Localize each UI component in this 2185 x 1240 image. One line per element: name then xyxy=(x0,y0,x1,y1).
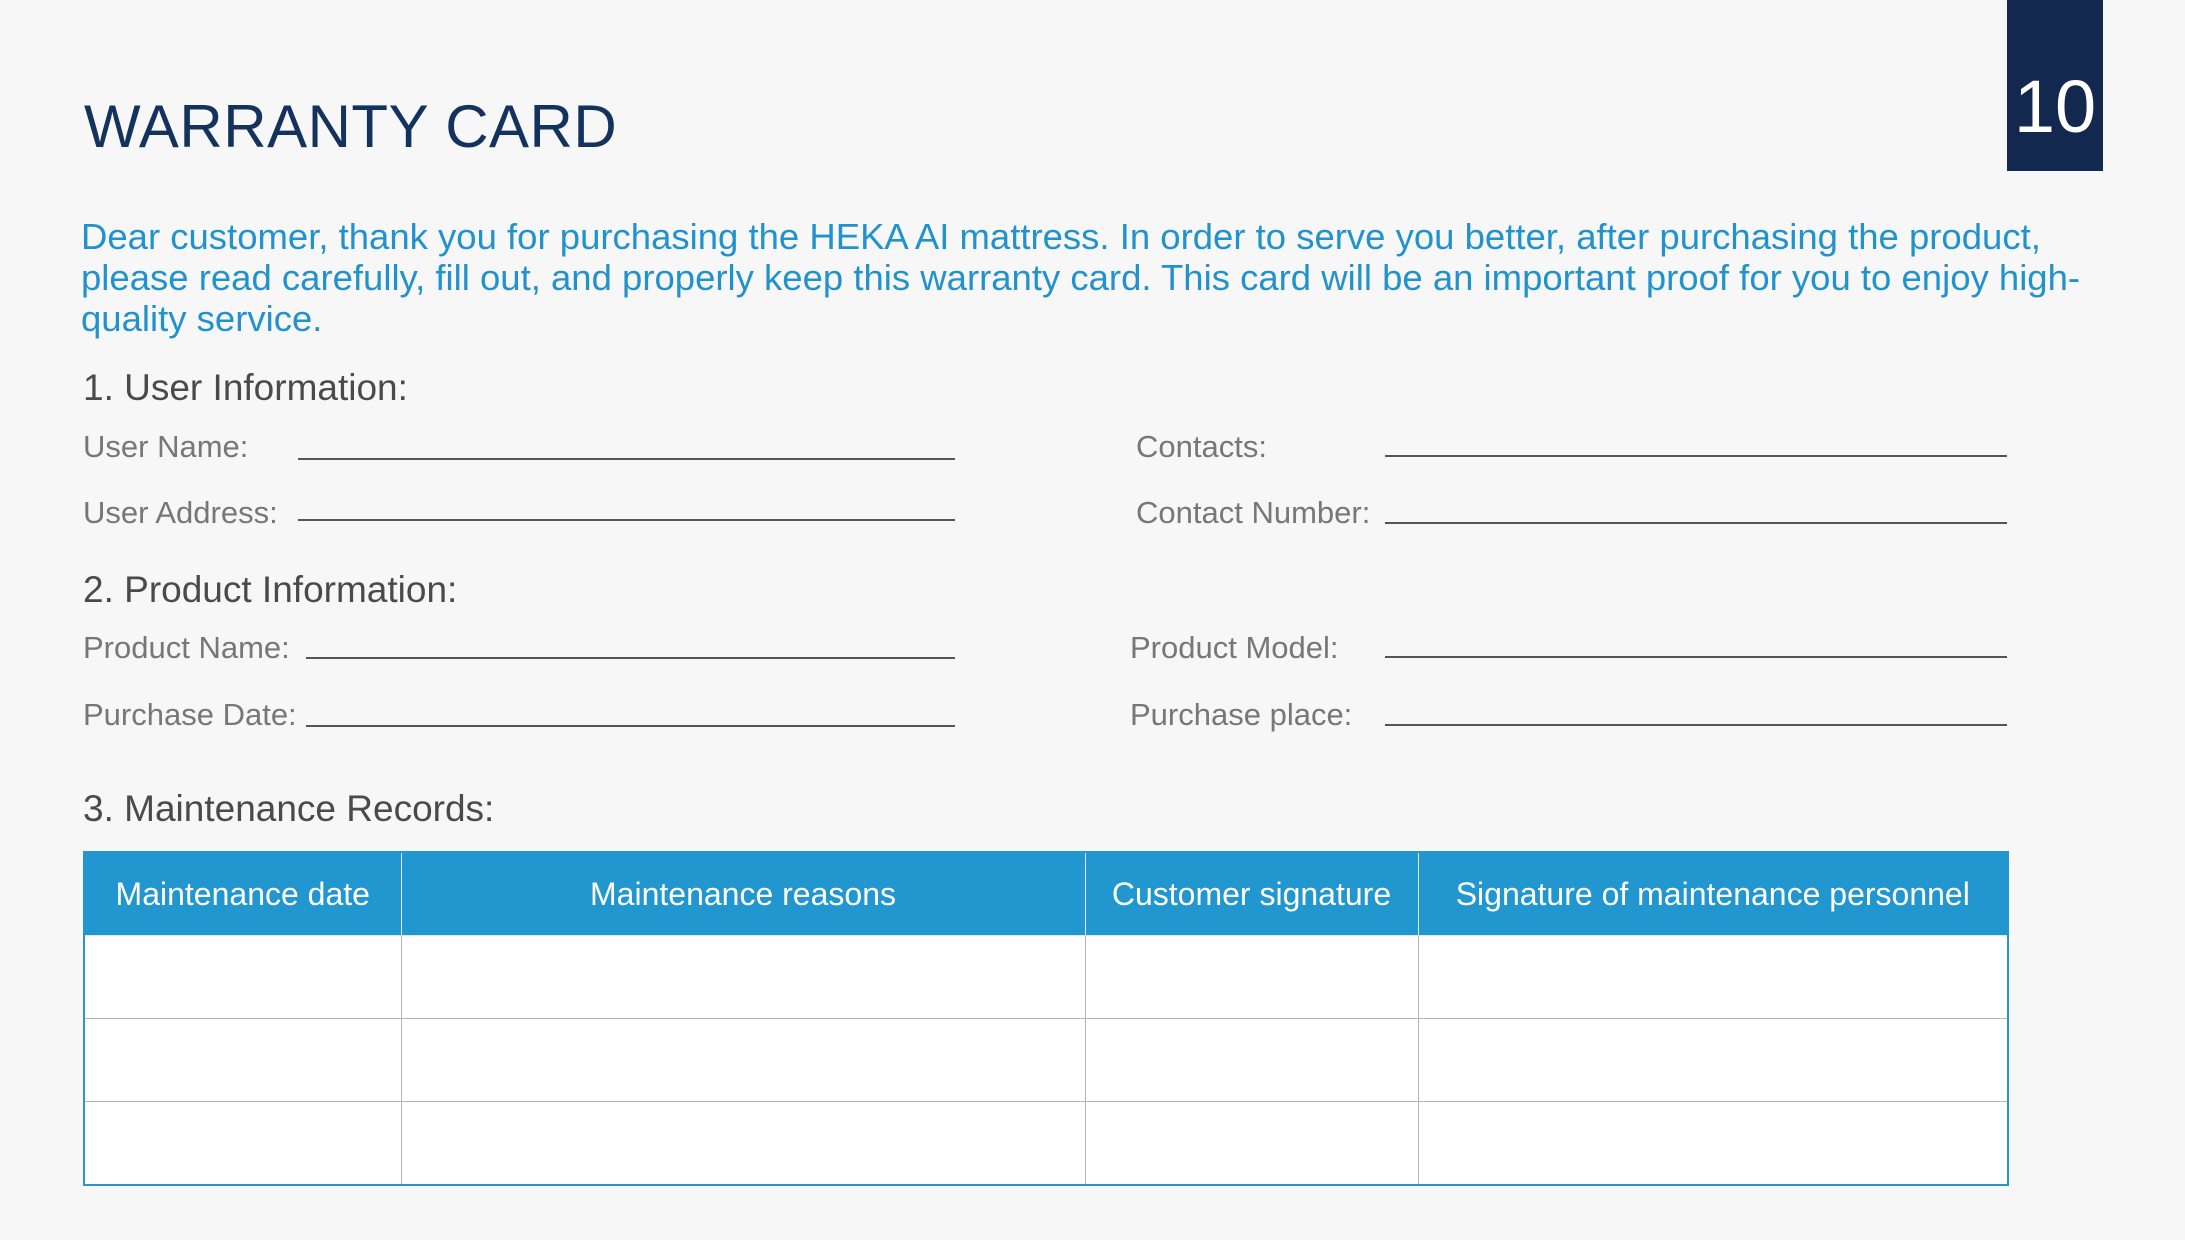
maintenance-reasons-cell[interactable] xyxy=(401,1102,1085,1186)
intro-text: Dear customer, thank you for purchasing the HEKA AI mattress. In order to serve you better, after purchasing the product, please read carefully, fill out, and properly keep this warranty card. This card will be an important proof for you to enjoy high-quality service. xyxy=(81,216,2081,339)
column-header-maintenance-reasons: Maintenance reasons xyxy=(401,852,1085,936)
purchase-date-label: Purchase Date: xyxy=(83,697,297,732)
maintenance-reasons-cell[interactable] xyxy=(401,1019,1085,1102)
maintenance-reasons-cell[interactable] xyxy=(401,936,1085,1019)
product-name-field[interactable] xyxy=(306,657,955,659)
maintenance-date-cell[interactable] xyxy=(84,936,401,1019)
user-address-field[interactable] xyxy=(298,519,955,521)
personnel-signature-cell[interactable] xyxy=(1418,936,2008,1019)
customer-signature-cell[interactable] xyxy=(1085,1102,1418,1186)
table-header-row xyxy=(84,852,2008,936)
user-name-label: User Name: xyxy=(83,429,249,464)
purchase-date-field[interactable] xyxy=(306,725,955,727)
column-header-personnel-signature: Signature of maintenance personnel xyxy=(1418,852,2008,936)
maintenance-date-cell[interactable] xyxy=(84,1102,401,1186)
purchase-place-field[interactable] xyxy=(1385,724,2007,726)
contacts-field[interactable] xyxy=(1385,455,2007,457)
personnel-signature-cell[interactable] xyxy=(1418,1102,2008,1186)
maintenance-heading: 3. Maintenance Records: xyxy=(83,788,495,829)
customer-signature-cell[interactable] xyxy=(1085,936,1418,1019)
contacts-label: Contacts: xyxy=(1136,429,1267,464)
user-name-field[interactable] xyxy=(298,458,955,460)
table-row xyxy=(84,936,2008,1019)
column-header-customer-signature: Customer signature xyxy=(1085,852,1418,936)
page-number-badge: 10 xyxy=(2007,0,2103,171)
column-header-maintenance-date: Maintenance date xyxy=(84,852,401,936)
contact-number-field[interactable] xyxy=(1385,522,2007,524)
contact-number-label: Contact Number: xyxy=(1136,495,1371,530)
user-address-label: User Address: xyxy=(83,495,278,530)
maintenance-records-table xyxy=(83,851,2009,1186)
table-row xyxy=(84,1019,2008,1102)
product-name-label: Product Name: xyxy=(83,630,290,665)
table-row xyxy=(84,1102,2008,1186)
user-info-heading: 1. User Information: xyxy=(83,367,408,408)
product-model-label: Product Model: xyxy=(1130,630,1339,665)
customer-signature-cell[interactable] xyxy=(1085,1019,1418,1102)
product-model-field[interactable] xyxy=(1385,656,2007,658)
product-info-heading: 2. Product Information: xyxy=(83,569,458,610)
maintenance-date-cell[interactable] xyxy=(84,1019,401,1102)
purchase-place-label: Purchase place: xyxy=(1130,697,1353,732)
personnel-signature-cell[interactable] xyxy=(1418,1019,2008,1102)
page-title: WARRANTY CARD xyxy=(84,93,618,161)
